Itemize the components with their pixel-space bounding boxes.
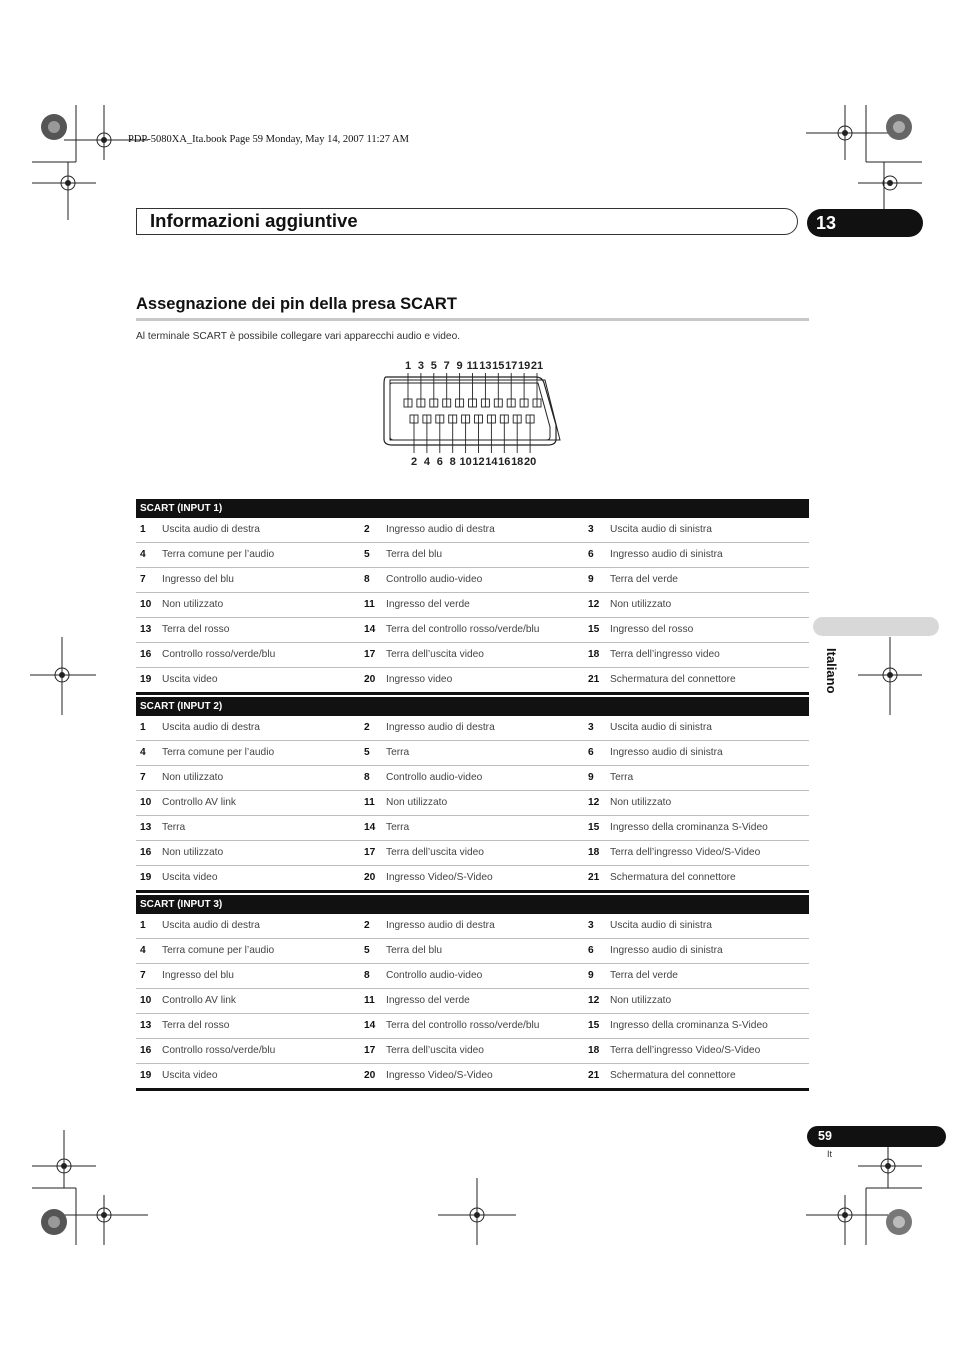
table-row	[136, 643, 809, 668]
pin-function: Controllo rosso/verde/blu	[162, 1045, 276, 1056]
pin-function: Terra dell’ingresso Video/S-Video	[610, 847, 761, 858]
pin-number: 8	[364, 574, 370, 585]
pin-function: Terra comune per l’audio	[162, 747, 275, 758]
table-row	[136, 668, 809, 695]
pin-number: 14	[364, 822, 376, 833]
table-row	[136, 816, 809, 841]
table-row	[136, 766, 809, 791]
pin-number: 21	[588, 1070, 600, 1081]
bottom-pin-label: 8	[449, 456, 456, 468]
pin-number: 7	[140, 772, 146, 783]
pin-number: 5	[364, 747, 370, 758]
bottom-pin-label: 2	[410, 456, 418, 468]
scart-connector-diagram	[380, 355, 565, 473]
pin-number: 20	[364, 1070, 376, 1081]
pin-number: 4	[140, 945, 146, 956]
table-row	[136, 1064, 809, 1091]
pin-function: Controllo AV link	[162, 797, 236, 808]
pin-number: 20	[364, 674, 376, 685]
pin-function: Ingresso del blu	[162, 970, 234, 981]
bottom-pin-label: 20	[523, 456, 537, 468]
pin-function: Non utilizzato	[610, 995, 672, 1006]
top-pin-label: 19	[517, 360, 531, 372]
pin-table-title: SCART (INPUT 1)	[136, 499, 809, 518]
pin-table-3	[136, 895, 809, 1091]
top-pin-label: 17	[505, 360, 518, 372]
pin-number: 17	[364, 649, 376, 660]
pin-function: Ingresso audio di destra	[386, 722, 495, 733]
table-row	[136, 716, 809, 741]
table-row	[136, 791, 809, 816]
pin-number: 8	[364, 970, 370, 981]
pin-function: Controllo audio-video	[386, 772, 483, 783]
pin-number: 6	[588, 747, 594, 758]
pin-function: Controllo AV link	[162, 995, 236, 1006]
pin-function: Ingresso Video/S-Video	[386, 872, 493, 883]
pin-function: Ingresso della crominanza S-Video	[610, 822, 768, 833]
pin-number: 7	[140, 970, 146, 981]
pin-number: 10	[140, 995, 152, 1006]
language-side-tab	[813, 617, 939, 636]
pin-function: Terra del verde	[610, 574, 678, 585]
pin-function: Terra comune per l’audio	[162, 549, 275, 560]
pin-number: 6	[588, 549, 594, 560]
pin-function: Terra	[386, 747, 410, 758]
top-pin-label: 5	[430, 360, 437, 372]
pin-function: Ingresso del blu	[162, 574, 234, 585]
pin-function: Terra del controllo rosso/verde/blu	[386, 1020, 540, 1031]
pin-function: Schermatura del connettore	[610, 674, 736, 685]
pin-function: Ingresso audio di sinistra	[610, 747, 723, 758]
pin-number: 18	[588, 1045, 600, 1056]
table-row	[136, 914, 809, 939]
pin-number: 21	[588, 674, 600, 685]
pin-function: Ingresso audio di destra	[386, 524, 495, 535]
pin-number: 15	[588, 1020, 600, 1031]
pin-table-1	[136, 499, 809, 695]
pin-function: Ingresso audio di sinistra	[610, 945, 723, 956]
pin-function: Non utilizzato	[162, 847, 224, 858]
pin-function: Ingresso audio di sinistra	[610, 549, 723, 560]
pin-number: 2	[364, 524, 370, 535]
bottom-pin-label: 10	[459, 456, 472, 468]
pin-function: Controllo audio-video	[386, 574, 483, 585]
top-pin-label: 13	[479, 360, 492, 372]
pin-number: 11	[364, 599, 375, 610]
pin-function: Uscita video	[162, 872, 218, 883]
top-pin-label: 7	[443, 360, 450, 372]
bottom-pin-label: 14	[485, 456, 498, 468]
top-pin-label: 9	[456, 360, 463, 372]
pin-number: 14	[364, 624, 376, 635]
pin-function: Terra	[610, 772, 634, 783]
pin-number: 16	[140, 649, 152, 660]
table-row	[136, 989, 809, 1014]
table-row	[136, 518, 809, 543]
bottom-pin-label: 16	[498, 456, 511, 468]
pin-number: 13	[140, 822, 152, 833]
pin-function: Uscita audio di sinistra	[610, 524, 712, 535]
pin-number: 14	[364, 1020, 376, 1031]
table-row	[136, 964, 809, 989]
pin-function: Terra dell’uscita video	[386, 1045, 484, 1056]
pin-number: 12	[588, 995, 600, 1006]
page-language-code: It	[827, 1149, 833, 1159]
pin-number: 5	[364, 549, 370, 560]
pin-function: Terra dell’uscita video	[386, 847, 484, 858]
pin-function: Schermatura del connettore	[610, 1070, 736, 1081]
pin-number: 8	[364, 772, 370, 783]
pin-function: Non utilizzato	[162, 772, 224, 783]
pin-number: 13	[140, 1020, 152, 1031]
pin-function: Terra	[162, 822, 186, 833]
pin-number: 1	[140, 524, 146, 535]
pin-function: Ingresso del rosso	[610, 624, 694, 635]
table-row	[136, 1014, 809, 1039]
pin-number: 18	[588, 649, 600, 660]
pin-function: Terra dell’uscita video	[386, 649, 484, 660]
pin-function: Terra del rosso	[162, 624, 230, 635]
pin-function: Uscita audio di destra	[162, 524, 260, 535]
pin-function: Terra del blu	[386, 549, 443, 560]
table-row	[136, 1039, 809, 1064]
chapter-number-badge: 13	[807, 209, 923, 237]
bottom-pin-label: 12	[472, 456, 485, 468]
bottom-pin-label: 4	[423, 456, 430, 468]
table-row	[136, 866, 809, 893]
pin-function: Terra del blu	[386, 945, 443, 956]
pin-number: 2	[364, 920, 370, 931]
pin-number: 17	[364, 1045, 376, 1056]
top-pin-label: 21	[530, 360, 544, 372]
pin-number: 15	[588, 624, 600, 635]
pin-number: 17	[364, 847, 376, 858]
pin-function: Ingresso video	[386, 674, 453, 685]
pin-function: Non utilizzato	[386, 797, 448, 808]
pin-function: Ingresso del verde	[386, 599, 470, 610]
pin-number: 5	[364, 945, 370, 956]
pin-number: 7	[140, 574, 146, 585]
pin-number: 19	[140, 1070, 152, 1081]
section-title: Assegnazione dei pin della presa SCART	[136, 295, 457, 313]
pin-number: 3	[588, 920, 594, 931]
pin-function: Terra	[386, 822, 410, 833]
pin-number: 10	[140, 797, 152, 808]
pin-number: 18	[588, 847, 600, 858]
top-pin-label: 11	[466, 360, 479, 372]
pin-function: Non utilizzato	[610, 599, 672, 610]
pin-number: 11	[364, 797, 375, 808]
pin-number: 9	[588, 772, 594, 783]
book-info-line: PDP-5080XA_Ita.book Page 59 Monday, May 14, 2007 11:27 AM	[128, 134, 409, 145]
pin-function: Terra dell’ingresso video	[610, 649, 720, 660]
pin-table-title: SCART (INPUT 2)	[136, 697, 809, 716]
top-pin-label: 15	[492, 360, 505, 372]
section-intro: Al terminale SCART è possibile collegare vari apparecchi audio e video.	[136, 331, 461, 342]
pin-number: 13	[140, 624, 152, 635]
pin-function: Schermatura del connettore	[610, 872, 736, 883]
pin-number: 19	[140, 872, 152, 883]
pin-function: Uscita audio di sinistra	[610, 722, 712, 733]
pin-number: 9	[588, 970, 594, 981]
pin-number: 3	[588, 524, 594, 535]
table-row	[136, 741, 809, 766]
pin-number: 11	[364, 995, 375, 1006]
table-row	[136, 568, 809, 593]
pin-function: Uscita audio di destra	[162, 722, 260, 733]
pin-table-title: SCART (INPUT 3)	[136, 895, 809, 914]
table-row	[136, 543, 809, 568]
side-language-label: Italiano	[824, 648, 839, 694]
chapter-title: Informazioni aggiuntive	[150, 210, 358, 231]
pin-table-2	[136, 697, 809, 893]
pin-number: 9	[588, 574, 594, 585]
pin-function: Non utilizzato	[162, 599, 224, 610]
pin-number: 16	[140, 847, 152, 858]
pin-function: Terra del rosso	[162, 1020, 230, 1031]
bottom-pin-label: 6	[436, 456, 443, 468]
pin-number: 15	[588, 822, 600, 833]
pin-number: 12	[588, 599, 600, 610]
bottom-pin-label: 18	[511, 456, 524, 468]
pin-function: Terra comune per l’audio	[162, 945, 275, 956]
pin-number: 19	[140, 674, 152, 685]
pin-function: Uscita video	[162, 1070, 218, 1081]
pin-function: Controllo rosso/verde/blu	[162, 649, 276, 660]
section-divider	[136, 318, 809, 321]
pin-function: Ingresso audio di destra	[386, 920, 495, 931]
pin-function: Controllo audio-video	[386, 970, 483, 981]
pin-number: 20	[364, 872, 376, 883]
pin-function: Non utilizzato	[610, 797, 672, 808]
pin-function: Uscita audio di destra	[162, 920, 260, 931]
top-pin-label: 3	[417, 360, 424, 372]
pin-function: Terra del verde	[610, 970, 678, 981]
pin-number: 3	[588, 722, 594, 733]
pin-function: Terra del controllo rosso/verde/blu	[386, 624, 540, 635]
pin-number: 4	[140, 747, 146, 758]
pin-function: Ingresso Video/S-Video	[386, 1070, 493, 1081]
pin-function: Terra dell’ingresso Video/S-Video	[610, 1045, 761, 1056]
pin-number: 4	[140, 549, 146, 560]
pin-number: 16	[140, 1045, 152, 1056]
pin-number: 1	[140, 722, 146, 733]
table-row	[136, 593, 809, 618]
table-row	[136, 618, 809, 643]
pin-function: Uscita video	[162, 674, 218, 685]
pin-number: 1	[140, 920, 146, 931]
pin-number: 21	[588, 872, 600, 883]
pin-number: 10	[140, 599, 152, 610]
pin-function: Ingresso del verde	[386, 995, 470, 1006]
pin-number: 2	[364, 722, 370, 733]
pin-function: Uscita audio di sinistra	[610, 920, 712, 931]
table-row	[136, 939, 809, 964]
table-row	[136, 841, 809, 866]
pin-number: 12	[588, 797, 600, 808]
pin-number: 6	[588, 945, 594, 956]
top-pin-label: 1	[404, 360, 412, 372]
pin-function: Ingresso della crominanza S-Video	[610, 1020, 768, 1031]
page-number-badge: 59	[807, 1126, 946, 1147]
